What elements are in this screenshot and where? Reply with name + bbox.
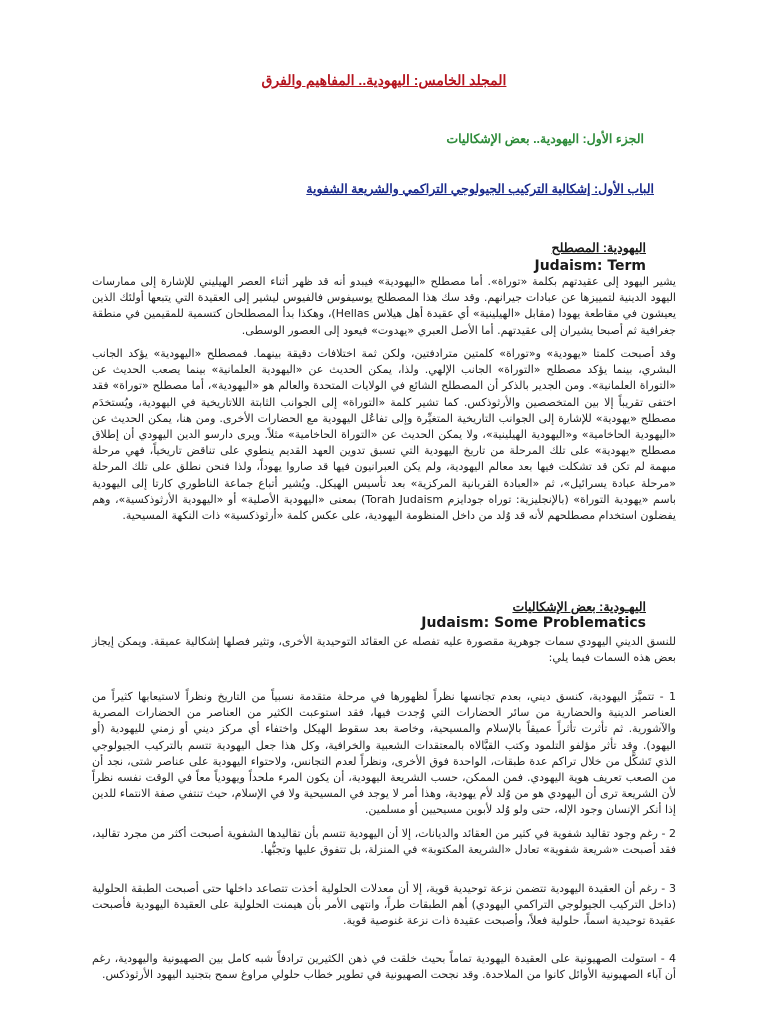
section1-title: اليهودية: المصطلح xyxy=(551,241,646,255)
volume-title: المجلد الخامس: اليهودية.. المفاهيم والفرق xyxy=(261,72,507,88)
chapter-title: الباب الأول: إشكالية التركيب الجيولوجي التراكمي والشريعة الشفوية xyxy=(306,182,654,196)
section1-english-title: Judaism: Term xyxy=(534,258,646,274)
section2-item-2: 2 - رغم وجود تقاليد شفوية في كثير من العقائد والديانات، إلا أن اليهودية تتسم بأن تقاليدها الشفوية أصبحت أكثر من مجرد تقاليد، فقد أصبحت «شريعة شفوية» تعادل «الشريعة المكتوبة» في المنزلة، بل تتفوق عليها وتجبُّها. xyxy=(92,827,676,857)
section1-paragraph-2: وقد أصبحت كلمتا «يهودية» و«توراة» كلمتين مترادفتين، ولكن ثمة اختلافات دقيقة بينهما. فمصطلح «اليهودية» يؤكد الجانب البشري، بينما يؤكد مصطلح «التوراة» الجانب الإلهي. ولذا، يمكن الحديث عن «اليهودية العلمانية» بينما يصعب الحديث عن «التوراة العلمانية». ومن الجدير بالذكر أن المصطلح الشائع في الولايات المتحدة والعالم هو «اليهودية»، أما مصطلح «توراة» فقد اختفى تقريباً إلا بين المتخصصين والأرثوذكس. كما تشير كلمة «التوراة» إلى الجوانب الثابتة اللاتاريخية في اليهودية، ويُستخدَم مصطلح «يهودية» للإشارة إلى الجوانب التاريخية المتغيِّرة وإلى تفاعُل اليهودية مع الحضارات الأخرى. ومن هنا، يمكن الحديث عن «اليهودية الحاخامية» و«اليهودية الهيلينية»، ولا يمكن الحديث عن «التوراة الحاخامية» مثلاً. ويرى دارسو الدين اليهودي أن إطلاق مصطلح «يهودية» على تلك المرحلة من تاريخ اليهودية التي تسبق تدوين العهد القديم ينطوي على تناقض تاريخياً، فهي مرحلة مبهمة لم تكن قد تشكلت فيها بعد معالم اليهودية، ولم يكن العبرانيون فيها قد صاروا يهوداً، ولذا فنحن نطلق على تلك المرحلة «مرحلة عبادة يسرائيل»، ثم «العبادة القربانية المركزية» بعد تأسيس الهيكل. ويُشير أتباع جماعة الناطوري كارتا إلى اليهودية باسم «يهودية التوراة» (بالإنجليزية: توراه جودايزم Torah Judaism) بمعنى «اليهودية الأصلية» أو «اليهودية الأرثوذكسية»، وهم يفضلون استخدام مصطلحهم لأنه قد وُلد من داخل المنظومة اليهودية، على عكس كلمة «أرثوذكسية» ذات النكهة المسيحية. xyxy=(92,347,676,523)
part-title: الجزء الأول: اليهودية.. بعض الإشكاليات xyxy=(446,132,644,146)
section2-english-title: Judaism: Some Problematics xyxy=(421,615,646,631)
section2-title: اليهـودية: بعض الإشكاليات xyxy=(512,600,646,614)
section2-item-4: 4 - استولت الصهيونية على العقيدة اليهودية تماماً بحيث خلقت في ذهن الكثيرين ترادفاً شبه كامل بين الصهيونية واليهودية، رغم أن آباء الصهيونية الأوائل كانوا من الملاحدة. وقد نجحت الصهيونية في تطوير خطاب حلولي مراوغ سمح بتجنيد اليهود الأرثوذكس. xyxy=(92,952,676,982)
section1-paragraph-1: يشير اليهود إلى عقيدتهم بكلمة «توراة». أما مصطلح «اليهودية» فيبدو أنه قد ظهر أثناء العصر الهيليني للإشارة إلى ممارسات اليهود الدينية لتمييزها عن عبادات جيرانهم. وقد سك هذا المصطلح يوسيفوس فالفيوس ليشير إلى العقيدة التي يتبعها أولئك الذين يعيشون في مقاطعة يهودا (مقابل «الهيلينية» أي عقيدة أهل هيلاس Hellas)، وهكذا بدأ المصطلحان كتسمية للمقيمين في منطقة جغرافية ثم أصبحا يشيران إلى عقيدتهم. أما الأصل العبري «يهدوت» فيعود إلى العصور الوسطى. xyxy=(92,275,677,337)
section2-intro: للنسق الديني اليهودي سمات جوهرية مقصورة عليه تفصله عن العقائد التوحيدية الأخرى، وتثير فصلها إشكالية عميقة. ويمكن إيجاز بعض هذه السمات فيما يلي: xyxy=(92,635,676,665)
section2-item-3: 3 - رغم أن العقيدة اليهودية تتضمن نزعة توحيدية قوية، إلا أن معدلات الحلولية أخذت تتصاعد داخلها حتى أصبحت الطبقة الحلولية (داخل التركيب الجيولوجي التراكمي اليهودي) أهم الطبقات طراً، وانتهى الأمر بأن هيمنت الحلولية على العقيدة اليهودية فأصبحت عقيدة توحيدية اسماً، حلولية فعلاً، وأصبحت عقيدة ذات نزعة غنوصية قوية. xyxy=(92,882,676,928)
section2-item-1: 1 - تتميَّز اليهودية، كنسق ديني، بعدم تجانسها نظراً لظهورها في مرحلة متقدمة نسبياً من التاريخ ونظراً لاستيعابها كثيراً من العناصر الدينية والحضارية من سائر الحضارات التي وُجدت فيها، فقد استوعبت الكثير من العناصر من الحضارات المصرية والآشورية. ثم تأثرت تأثراً عميقاً بالإسلام والمسيحية، وخاصة بعد سقوط الهيكل واختفاء أي مركز ديني أو زمني لليهودية (أو اليهود). وقد تأثر مؤلفو التلمود وكتب القبَّالاه بالمعتقدات الشعبية والخرافية، وكل هذا جعل اليهودية تتسم بالتركيب الجيولوجي الذي تَشكَّل من خلال تراكم عدة طبقات، الواحدة فوق الأخرى، ونظراً لعدم التجانس، ولاحتواء اليهودية على عناصر شتى، نجد أن من الصعب تعريف هوية اليهودي. فمن الممكن، حسب الشريعة اليهودية، أن يكون المرء ملحداً ويهودياً معاً في الوقت نفسه نظراً لأن الشريعة ترى أن اليهودي هو من وُلد لأم يهودية، وهذا أمر لا يوجد في المسيحية ولا في الإسلام، حيث تنتفي صفة الانتماء للدين إذا أنكر الإنسان وجود الإله، حتى ولو وُلد لأبوين مسيحيين أو مسلمين. xyxy=(92,690,676,817)
